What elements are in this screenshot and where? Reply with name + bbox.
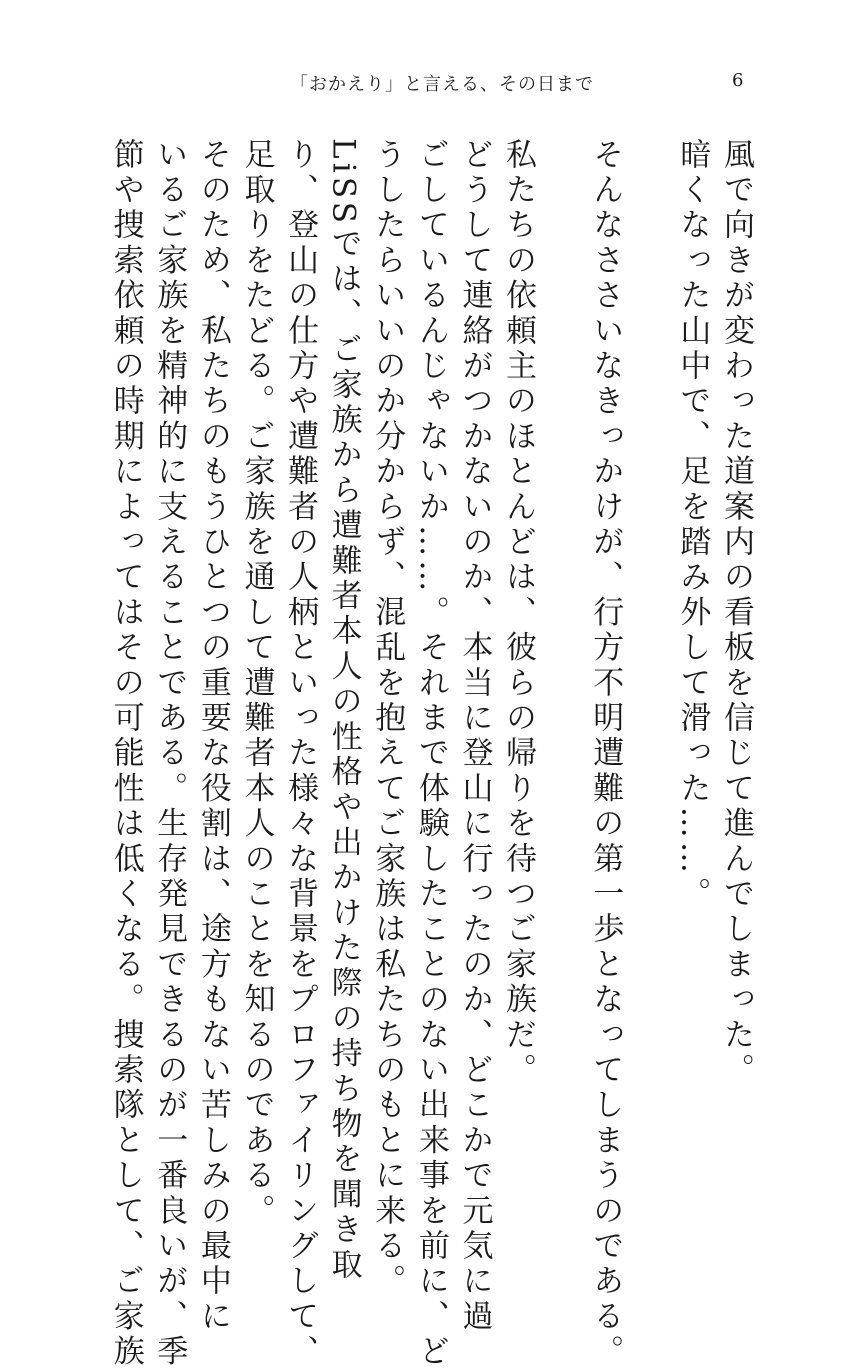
text-line: うしたらいいのか分からず、混乱を抱えてご家族は私たちのもとに来る。 — [369, 138, 406, 1300]
text-line: 暗くなった山中で、足を踏み外して滑った……。 — [674, 138, 711, 913]
text-line: いるご家族を精神的に支えることである。生存発見できるのが一番良いが、季 — [151, 138, 188, 1370]
text-line: 私たちの依頼主のほとんどは、彼らの帰りを待つご家族だ。 — [500, 138, 537, 1089]
text-line: 節や捜索依頼の時期によってはその可能性は低くなる。捜索隊として、ご家族 — [107, 138, 144, 1370]
text-line: ごしているんじゃないか……。それまで体験したことのない出来事を前に、ど — [412, 138, 449, 1370]
page-number: 6 — [732, 70, 744, 91]
text-line: そのため、私たちのもうひとつの重要な役割は、途方もない苦しみの最中に — [194, 138, 231, 1335]
blank-line — [626, 138, 670, 1138]
text-line: 足取りをたどる。ご家族を通して遭難者本人のことを知るのである。 — [238, 138, 275, 1230]
running-title: 「おかえり」と言える、その日まで — [290, 74, 594, 95]
text-line: そんなささいなきっかけが、行方不明遭難の第一歩となってしまうのである。 — [587, 138, 624, 1370]
text-line: どうして連絡がつかないのか、本当に登山に行ったのか、どこかで元気に過 — [456, 138, 493, 1335]
text-line: LiSSでは、ご家族から遭難者本人の性格や出かけた際の持ち物を聞き取 — [325, 138, 362, 1284]
body-text — [103, 138, 757, 1370]
text-line: り、登山の仕方や遭難者の人柄といった様々な背景をプロファイリングして、 — [282, 138, 319, 1370]
text-line: 風で向きが変わった道案内の看板を信じて進んでしまった。 — [718, 138, 754, 1089]
blank-line — [539, 138, 583, 1138]
